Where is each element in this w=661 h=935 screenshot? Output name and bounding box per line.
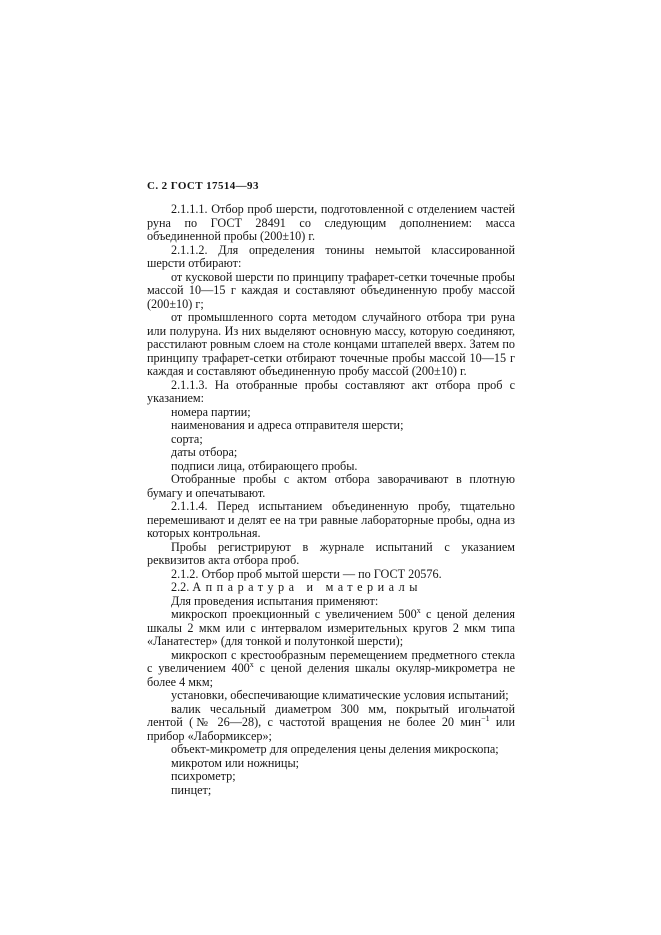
list-item: пинцет;	[171, 782, 212, 797]
superscript: х	[249, 660, 254, 669]
superscript: х	[416, 606, 421, 615]
paragraph-2-1-1-2: 2.1.1.2. Для определения тонины немытой классированной шерсти отбирают:	[147, 242, 515, 270]
page-header: С. 2 ГОСТ 17514—93	[147, 180, 259, 192]
list-item: подписи лица, отбирающего пробы.	[171, 458, 358, 473]
paragraph-mikroskop-proekcionnyi	[147, 608, 515, 649]
text-run: микроскоп с крестообразным перемещением предметного стекла с увеличением 400	[147, 647, 515, 675]
paragraph-2-1-1-1: 2.1.1.1. Отбор проб шерсти, подготовленной с отделением частей руна по ГОСТ 28491 со следующим дополнением: масса объединенной пробы (200±10) г.	[147, 202, 515, 243]
section-title-word: материалы	[325, 580, 422, 594]
text-run: или прибор «Лабормиксер»;	[147, 715, 515, 743]
paragraph-2-1-1-3: 2.1.1.3. На отобранные пробы составляют акт отбора проб с указанием:	[147, 377, 515, 405]
paragraph-otobrannye: Отобранные пробы с актом отбора заворачивают в плотную бумагу и опечатывают.	[147, 472, 515, 500]
list-item: сорта;	[171, 431, 203, 446]
section-title-word: Аппаратура	[192, 580, 299, 594]
text-run: валик чесальный диаметром 300 мм, покрытый игольчатой лентой (№ 26—28), с частотой вращения не более 20 мин	[147, 701, 515, 729]
section-heading-2-2	[147, 581, 515, 595]
list-item: номера партии;	[171, 404, 251, 419]
section-number: 2.2.	[171, 580, 190, 594]
superscript: −1	[481, 714, 490, 723]
list-item: психрометр;	[171, 769, 236, 783]
section-title-word: и	[306, 580, 318, 594]
paragraph-ustanovki: установки, обеспечивающие климатические условия испытаний;	[171, 688, 509, 702]
list-item: даты отбора;	[171, 445, 238, 459]
paragraph-valik	[147, 703, 515, 744]
paragraph-mikroskop-krestoobraznyi	[147, 649, 515, 690]
paragraph-promyshlennyi: от промышленного сорта методом случайного отбора три руна или полуруна. Из них выделяют основную массу, которую соединяют, расстилают ровным слоем на столе концами штапелей вверх. Затем по принципу трафарет-сетки отбирают точечные пробы массой 10—15 г каждая и составляют объединенную пробу массой (200±10) г.	[147, 310, 515, 378]
list-item: наименования и адреса отправителя шерсти;	[171, 418, 404, 432]
document-body	[147, 203, 515, 797]
text-run: с ценой деления шкалы окуляр-микрометра не более 4 мкм;	[147, 661, 515, 689]
list-item: объект-микрометр для определения цены деления микроскопа;	[171, 742, 499, 756]
list-item: микротом или ножницы;	[171, 755, 300, 770]
text-run: с ценой деления шкалы 2 мкм или с интервалом измерительных кругов 2 мкм типа «Ланатестер» (для тонкой и полутонкой шерсти);	[147, 607, 515, 648]
paragraph-2-1-1-4: 2.1.1.4. Перед испытанием объединенную пробу, тщательно перемешивают и делят ее на три равные лабораторные пробы, одна из которых контрольная.	[147, 499, 515, 540]
paragraph-primenyayut: Для проведения испытания применяют:	[171, 593, 379, 608]
paragraph-registriruyut: Пробы регистрируют в журнале испытаний с указанием реквизитов акта отбора проб.	[147, 539, 515, 567]
text-run: микроскоп проекционный с увеличением 500	[171, 607, 417, 621]
paragraph-2-1-2: 2.1.2. Отбор проб мытой шерсти — по ГОСТ 20576.	[171, 566, 442, 581]
paragraph-kuskovaya: от кусковой шерсти по принципу трафарет-сетки точечные пробы массой 10—15 г каждая и составляют объединенную пробу массой (200±10) г;	[147, 269, 515, 311]
